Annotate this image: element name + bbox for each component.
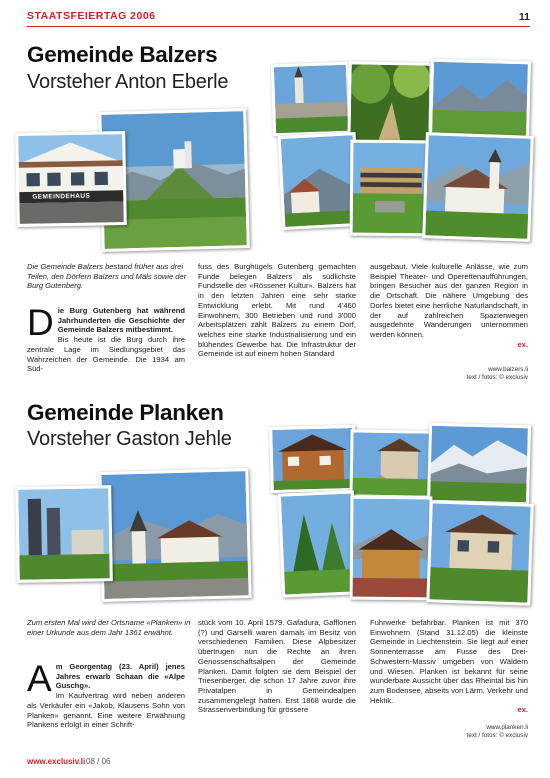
balzers-col2-text: fuss des Burghügels Gutenberg gemachten Funde belegen Balzers als südlichste Fundstelle der «Rössener Kultur». Balzers hat in den letzten Jahren eine sehr starke Entwicklung erlebt. Mit rund 4'460 Einwohnern, 300 Betrieben und rund 3'000 Arbeitsplätzen zählt Balzers zu einem Dorf, welches eine starke Industrialisierung und ein blühendes Gewerbe hat. Die Infrastruktur der Gemeinde ist auf einem hohen Standard [198, 262, 356, 359]
balzers-col3-text: ausgebaut. Viele kulturelle Anlässe, wie zum Beispiel Theater- und Operettenaufführungen, bringen Besucher aus der ganzen Region in die Ortschaft. Die nähere Umgebung des Dorfes bietet eine herrliche Naturlandschaft, in der auf zahlreichen Spazierwegen ausgedehnte Wanderungen unternommen werden können. [370, 262, 528, 339]
planken-dropcap: A [27, 658, 52, 699]
planken-caption: Zum ersten Mal wird der Ortsname «Planken» in einer Urkunde aus dem Jahr 1361 erwähnt. [27, 618, 191, 637]
planken-credits [420, 724, 528, 740]
page-number: 11 [518, 11, 530, 23]
header-rule [27, 26, 530, 27]
planken-subtitle: Vorsteher Gaston Jehle [27, 428, 232, 450]
photo-chapel [422, 132, 534, 242]
planken-col1-text: Im Kaufvertrag wird neben anderen als Verkäufer ein «Jakob, Klausens Sohn von Planken» genannt. Eine weitere Erwähnung Plankens erfolgt in einer Schrift- [27, 691, 185, 730]
photo-planken-street [349, 429, 432, 498]
balzers-lead: ie Burg Gutenberg hat während Jahrhunderten die Geschichte der Gemeinde Balzers mitbestimmt. [57, 306, 185, 335]
photo-forest-path [347, 61, 432, 144]
planken-signature: ex. [517, 705, 528, 715]
gemeindehaus-sign: GEMEINDEHAUS [32, 192, 91, 201]
section-tag: STAATSFEIERTAG 2006 [27, 10, 156, 22]
planken-lead: m Georgentag (23. April) jenes Jahres erwarb Schaan die «Alpe Guschg». [55, 662, 185, 691]
photo-planken-chalet [350, 496, 433, 601]
photo-gemeindehaus [15, 131, 127, 227]
photo-modern-building [350, 140, 433, 237]
balzers-subtitle: Vorsteher Anton Eberle [27, 71, 229, 93]
balzers-column-3 [370, 262, 528, 349]
photo-valley [429, 59, 531, 140]
planken-col3-text: Fuhrwerke befahrbar. Planken ist mit 370 Einwohnern (Stand 31.12.05) die kleinste Gemeinde in Liechtenstein. Sie liegt auf einer Sonnenterrasse am Fusse des Drei-Schwestern-Massiv umgeben von Wäldern und Wiesen. Planken ist bekannt für seine wunderbare Aussicht über das Rheintal bis hin zum Bodensee, abseits von Lärm, Verkehr und Hektik. [370, 618, 528, 705]
balzers-title: Gemeinde Balzers [27, 42, 218, 67]
balzers-col1-text: Bis heute ist die Burg durch ihre zentrale Lage im Siedlungsgebiet das Wahrzeichen der Gemeinde. Die 1934 am Süd- [27, 335, 185, 374]
photo-planken-trees [278, 490, 358, 597]
planken-column-3 [370, 618, 528, 715]
photo-planken-mountains [427, 423, 531, 506]
planken-title: Gemeinde Planken [27, 400, 224, 425]
planken-column-2 [198, 618, 356, 715]
photo-village-houses [278, 132, 361, 230]
photo-planken-house-hill [426, 500, 533, 606]
balzers-dropcap: D [27, 302, 54, 343]
balzers-column-1 [27, 302, 185, 374]
balzers-caption: Die Gemeinde Balzers bestand früher aus drei Teilen, den Dörfern Balzers und Mäls sowie der Burg Gutenberg. [27, 262, 187, 291]
balzers-photo-credits: text / fotos: © exclusiv [466, 374, 528, 381]
planken-photo-credits: text / fotos: © exclusiv [466, 732, 528, 739]
balzers-website: www.balzers.li [488, 366, 528, 373]
footer-logo[interactable]: www.exclusiv.li [27, 757, 86, 766]
photo-church-tower [271, 62, 351, 137]
planken-col2-text: stück vom 10. April 1579. Gafadura, Gafflonen (?) und Garselli waren damals im Besitz von verschiedenen Familien. Diese Alpbesitzer übertrugen nun die Rechte an ihren Genossenschaftsalpen der Gemeinde Planken. Damit folgten sie dem Beispiel der Triesenberger, die schon 17 Jahre zuvor ihre Privatalpen in Gemeindealpen zusammengelegt hatten. Erst 1868 wurde die Strassenverbindung für grössere [198, 618, 356, 715]
photo-planken-wooden-house [269, 425, 357, 493]
photo-planken-chapel [98, 468, 251, 602]
balzers-column-2 [198, 262, 356, 359]
balzers-signature: ex. [517, 339, 528, 349]
photo-planken-sign [15, 485, 113, 583]
planken-column-1 [27, 658, 185, 730]
footer-issue: 08 / 06 [86, 757, 111, 766]
planken-website: www.planken.li [486, 724, 528, 731]
balzers-credits [420, 366, 528, 382]
